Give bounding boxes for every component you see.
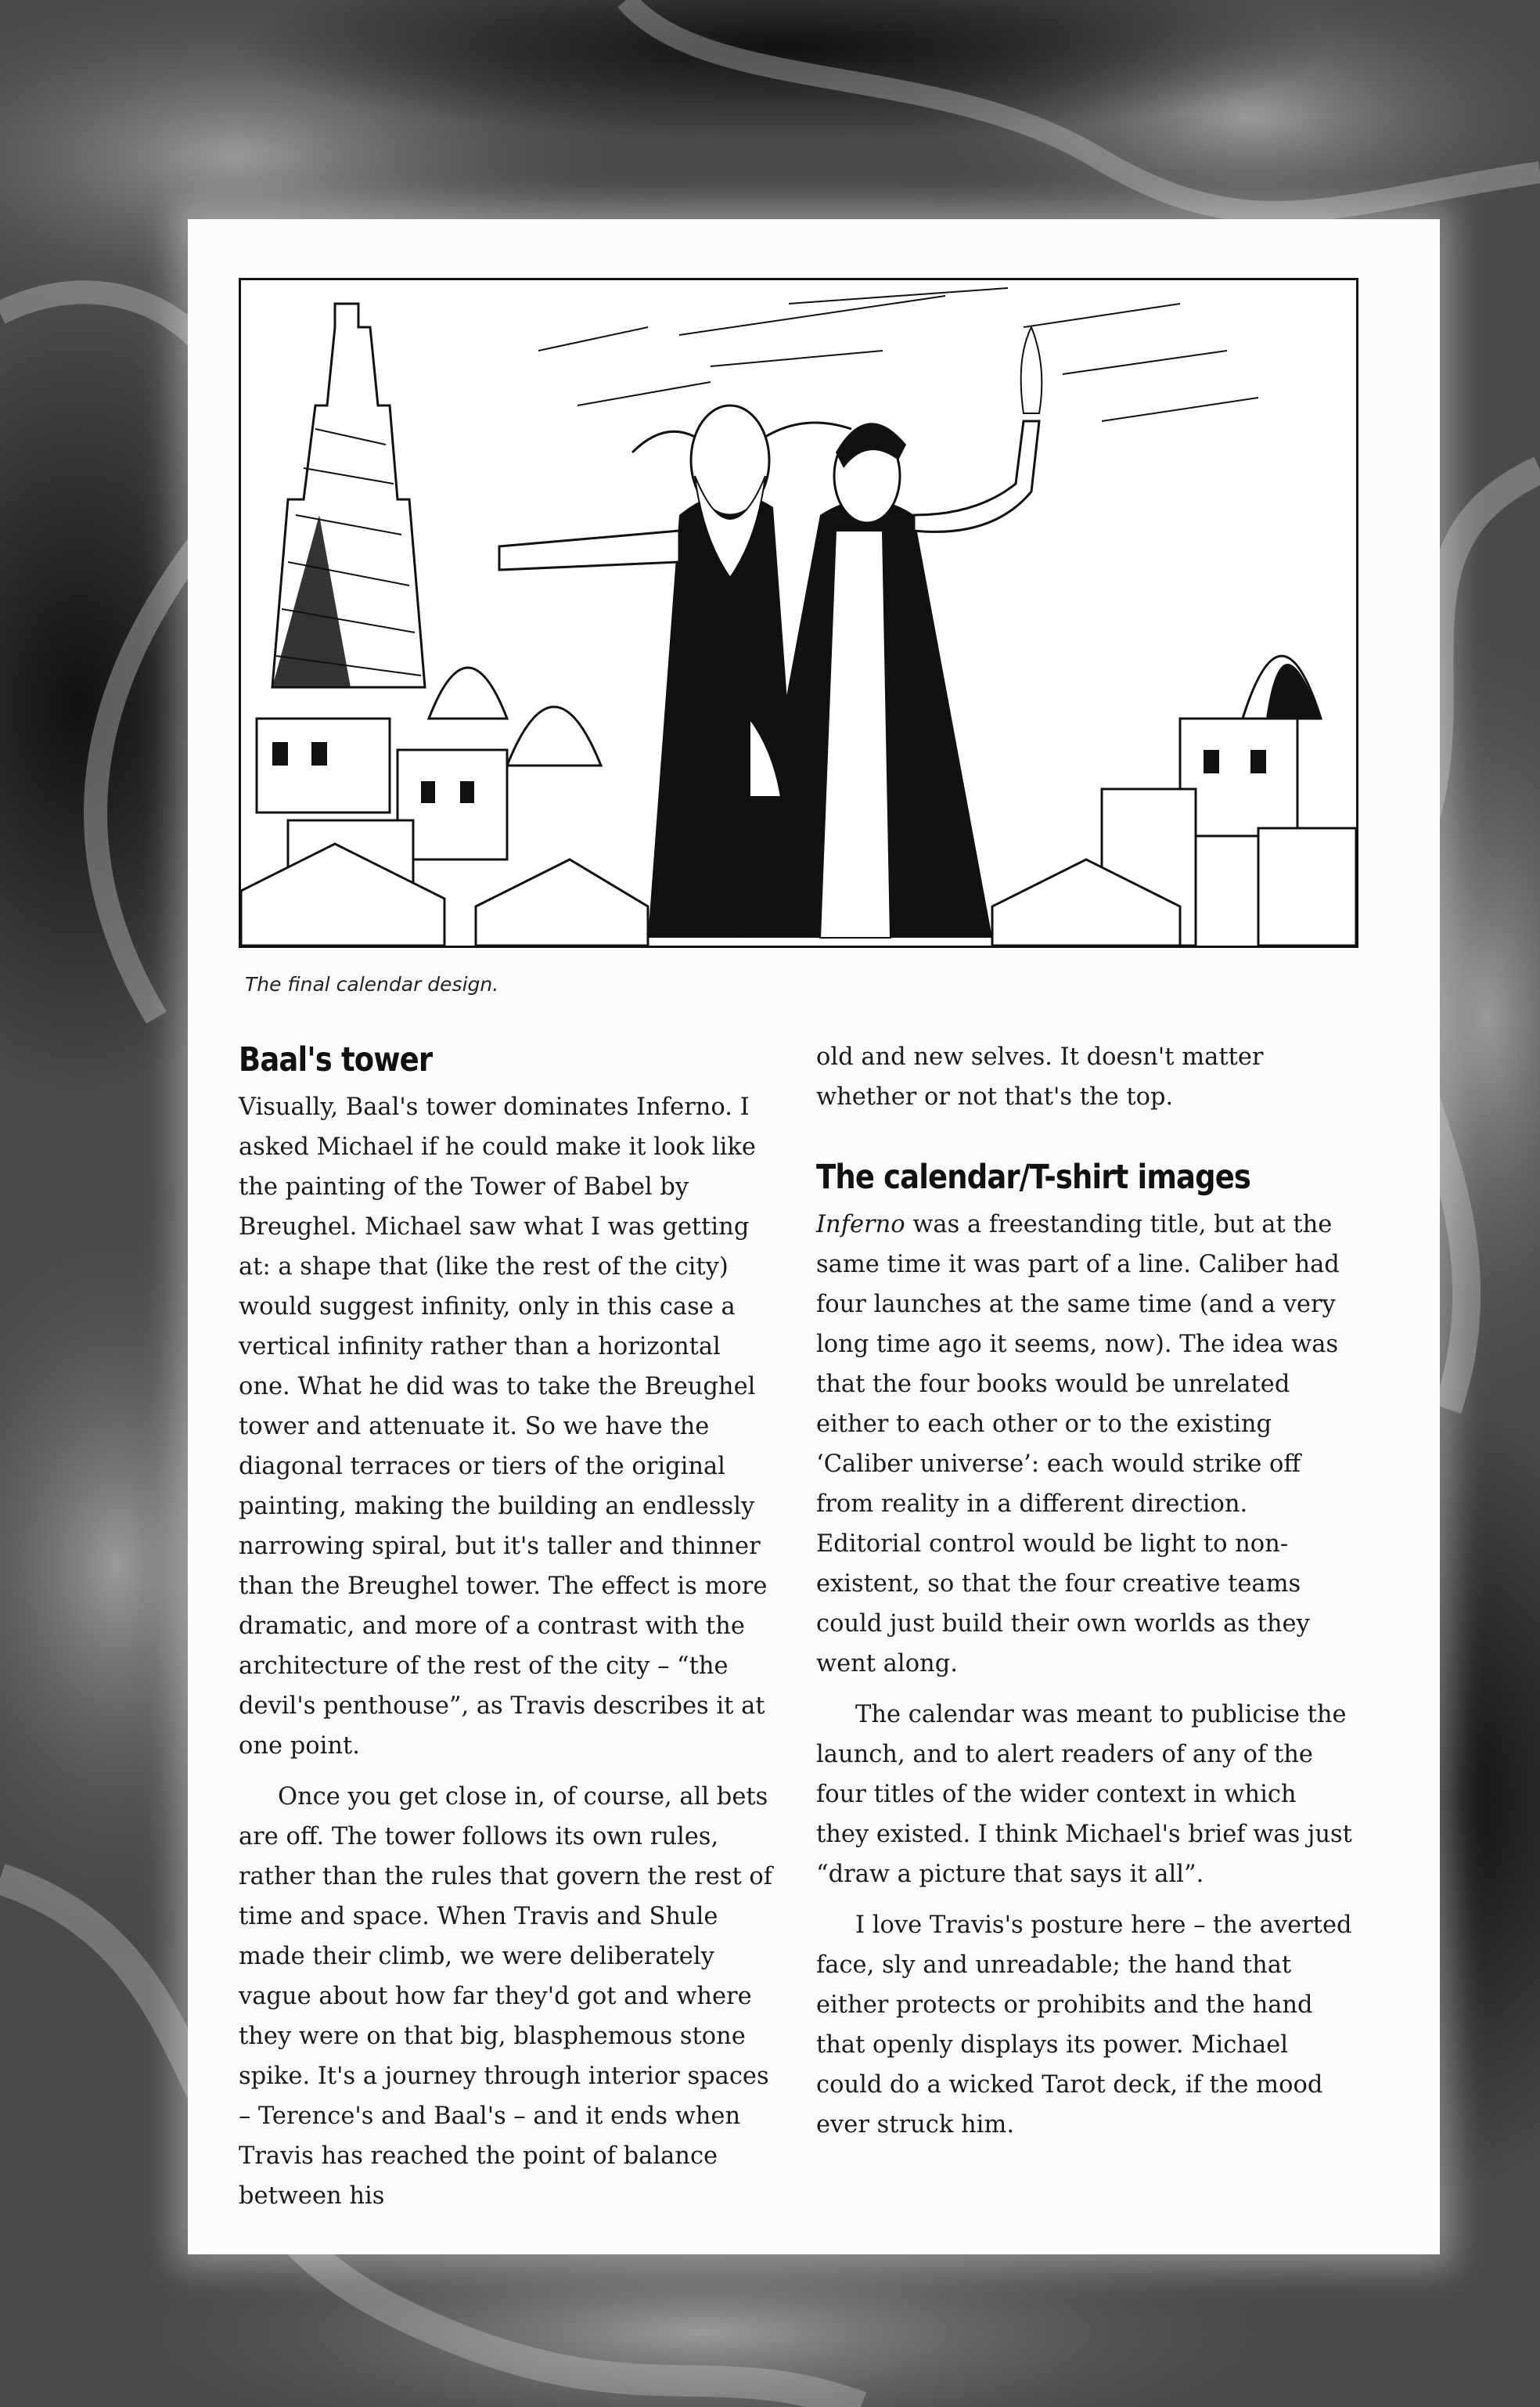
title-inferno: Inferno [816,1211,905,1238]
paragraph-text: was a freestanding title, but at the same time it was part of a line. Caliber had four launches at the same time (and a very long time ago it seems, now). The idea was that the four books would be unrelated either to each other or to the existing ‘Caliber universe’: each would strike off from reality in a different direction. Editorial control would be light to non-existent, so that the four creative teams could just build their own worlds as they went along. [816,1211,1340,1677]
paragraph: Visually, Baal's tower dominates Inferno. I asked Michael if he could make it look like the painting of the Tower of Babel by Breughel. Michael saw what I was getting at: a shape that (like the rest of the city) would suggest infinity, only in this case a vertical infinity rather than a horizontal one. What he did was to take the Breughel tower and attenuate it. So we have the diagonal terraces or tiers of the original painting, making the building an endlessly narrowing spiral, but it's taller and thinner than the Breughel tower. The effect is more dramatic, and more of a contrast with the architecture of the rest of the city – “the devil's penthouse”, as Travis describes it at one point. [239,1094,768,1760]
paragraph [816,1205,1356,1684]
section-heading-calendar-images: The calendar/T-shirt images [816,1158,1251,1197]
left-column [239,1037,779,2216]
section-heading-baals-tower: Baal's tower [239,1040,433,1079]
right-column [816,1037,1356,2145]
paragraph: The calendar was meant to publicise the launch, and to alert readers of any of the four titles of the wider context in which they existed. I think Michael's brief was just “draw a picture that says it all”. [816,1701,1352,1888]
paragraph: I love Travis's posture here – the averted face, sly and unreadable; the hand that either protects or prohibits and the hand that openly displays its power. Michael could do a wicked Tarot deck, if the mood ever struck him. [816,1912,1352,2139]
calendar-illustration [239,278,1358,948]
figure-caption: The final calendar design. [245,973,499,996]
paragraph: Once you get close in, of course, all bets are off. The tower follows its own rules, rather than the rules that govern the rest of time and space. When Travis and Shule made their climb, we were deliberately vague about how far they'd got and where they were on that big, blasphemous stone spike. It's a journey through interior spaces – Terence's and Baal's – and it ends when Travis has reached the point of balance between his [239,1783,773,2210]
paragraph-continuation: old and new selves. It doesn't matter whether or not that's the top. [816,1043,1264,1111]
